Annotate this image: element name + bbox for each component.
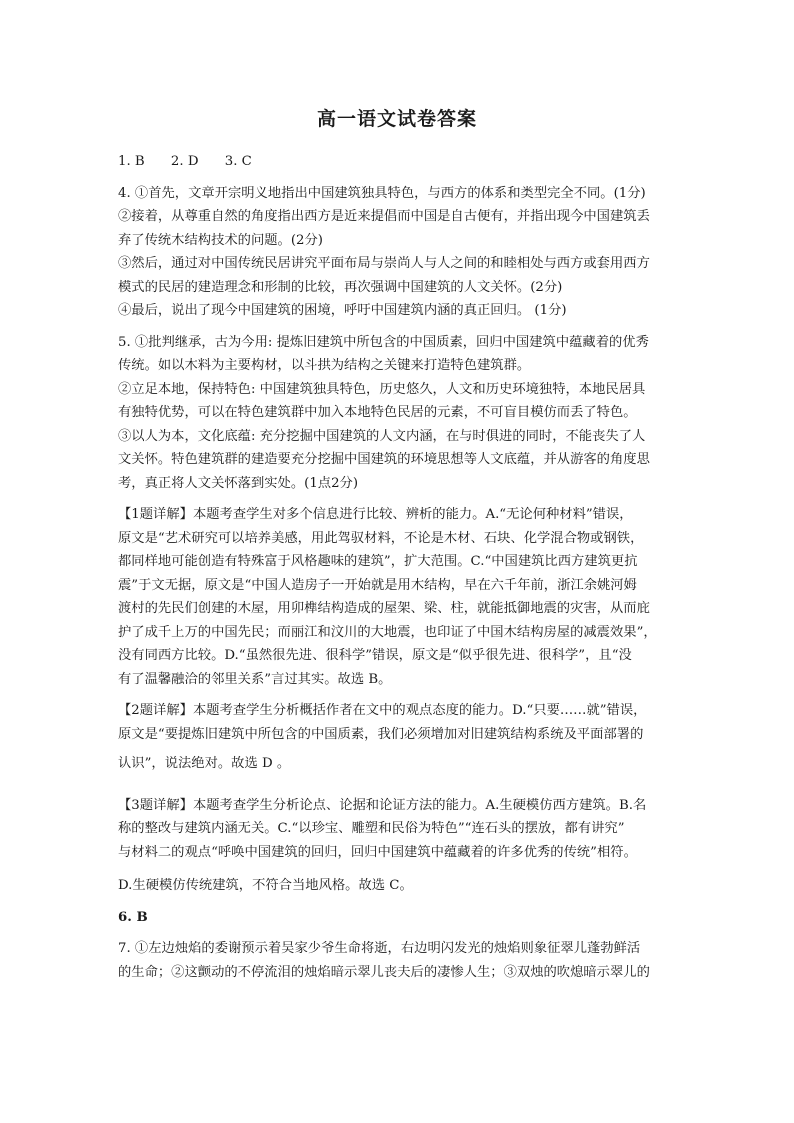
answer-content — [118, 150, 688, 984]
e1-line: 渡村的先民们创建的木屋，用卯榫结构造成的屋架、梁、柱，就能抵御地震的灾害，从而庇 — [118, 601, 650, 616]
e1-line: 震”于文无据，原文是“中国人造房子一开始就是用木结构，早在六千年前，浙江余姚河姆 — [118, 577, 637, 593]
e2-line: 原文是“要提炼旧建筑中所包含的中国质素，我们必须增加对旧建筑结构系统及平面部署的 — [118, 726, 644, 742]
answer-1: 1. B — [118, 154, 145, 169]
q5-line: 传统。如以木料为主要构材，以斗拱为结构之关键来打造特色建筑群。 — [118, 358, 531, 373]
answer-3: 3. C — [224, 154, 252, 169]
e1-line: 有了温馨融洽的邻里关系”言过其实。故选 B。 — [118, 671, 392, 687]
q4-line: ③然后，通过对中国传统民居讲究平面布局与崇尚人与人之间的和睦相处与西方或套用西方 — [118, 256, 650, 271]
q5-line: 文关怀。特色建筑群的建造要充分挖掘中国建筑的环境思想等人文底蕴，并从游客的角度思 — [118, 452, 650, 467]
page-title: 高一语文试卷答案 — [316, 108, 477, 130]
q5-line: 考，真正将人文关怀落到实处。(1点2分) — [118, 475, 359, 491]
q4-line: 模式的民居的建造理念和形制的比较，再次强调中国建筑的人文关怀。(2分) — [118, 279, 563, 295]
explanation-2 — [118, 699, 688, 776]
q5-line: 有独特优势，可以在特色建筑群中加入本地特色民居的元素，不可盲目模仿而丢了特色。 — [118, 405, 637, 420]
question-5-answer — [118, 331, 688, 496]
question-7-answer — [118, 937, 688, 984]
q4-line: 4. ①首先，文章开宗明义地指出中国建筑独具特色，与西方的体系和类型完全不同。(1分) — [118, 185, 646, 201]
q7-line: 的生命；②这颤动的不停流泪的烛焰暗示翠儿丧夫后的凄惨人生；③双烛的吹熄暗示翠儿的 — [118, 964, 650, 980]
q5-line: ②立足本地，保持特色: 中国建筑独具特色，历史悠久，人文和历史环境独特，本地民居具 — [118, 381, 646, 397]
q5-line: 5. ①批判继承，古为今用: 提炼旧建筑中所包含的中国质素，回归中国建筑中蕴藏着的优秀 — [118, 334, 649, 350]
e1-line: 都同样地可能创造有特殊富于风格趣味的建筑”，扩大范围。C.“中国建筑比西方建筑更抗 — [118, 554, 638, 569]
explanation-3 — [118, 794, 688, 898]
multiple-choice-answers — [118, 150, 688, 174]
answer-2: 2. D — [170, 154, 199, 169]
question-4-answer — [118, 182, 688, 323]
e1-line: 护了成千上万的中国先民；而丽江和汶川的大地震，也印证了中国木结构房屋的减震效果”， — [118, 624, 657, 640]
q5-line: ③以人为本，文化底蕴: 充分挖掘中国建筑的人文内涵，在与时俱进的同时，不能丧失了人 — [118, 428, 646, 444]
e3-line: D.生硬模仿传统建筑，不符合当地风格。故选 C。 — [118, 878, 413, 893]
e1-line: 原文是“艺术研究可以培养美感，用此驾驭材料，不论是木材、石块、化学混合物或钢铁， — [118, 530, 644, 546]
e2-line: 【2题详解】本题考查学生分析概括作者在文中的观点态度的能力。D.“只要……就”错误， — [118, 703, 647, 718]
q4-line: 弃了传统木结构技术的问题。(2分) — [118, 232, 323, 248]
e3-line: 【3题详解】本题考查学生分析论点、论据和论证方法的能力。A.生硬模仿西方建筑。B.名 — [118, 797, 647, 813]
e1-line: 【1题详解】本题考查学生对多个信息进行比较、辨析的能力。A.“无论何种材料”错误， — [118, 507, 633, 522]
e3-line: 称的整改与建筑内涵无关。C.“以珍宝、雕塑和民俗为特色”“连石头的摆放，都有讲究” — [118, 821, 625, 836]
q7-line: 7. ①左边烛焰的委谢预示着吴家少爷生命将逝，右边明闪发光的烛焰则象征翠儿蓬勃鲜活 — [118, 941, 641, 956]
explanation-1 — [118, 503, 688, 691]
q4-line: ②接着，从尊重自然的角度指出西方是近来提倡而中国是自古便有，并指出现今中国建筑丢 — [118, 209, 650, 224]
question-6-answer: 6. B — [118, 909, 148, 925]
e1-line: 没有同西方比较。D.“虽然很先进、很科学”错误，原文是“似乎很先进、很科学”，且“没 — [118, 648, 632, 663]
q4-line: ④最后，说出了现今中国建筑的困境，呼吁中国建筑内涵的真正回归。 (1分) — [118, 303, 567, 318]
e3-line: 与材料二的观点“呼唤中国建筑的回归，回归中国建筑中蕴藏着的许多优秀的传统”相符。 — [118, 844, 637, 860]
e2-line: 认识”，说法绝对。故选 D 。 — [118, 756, 291, 771]
